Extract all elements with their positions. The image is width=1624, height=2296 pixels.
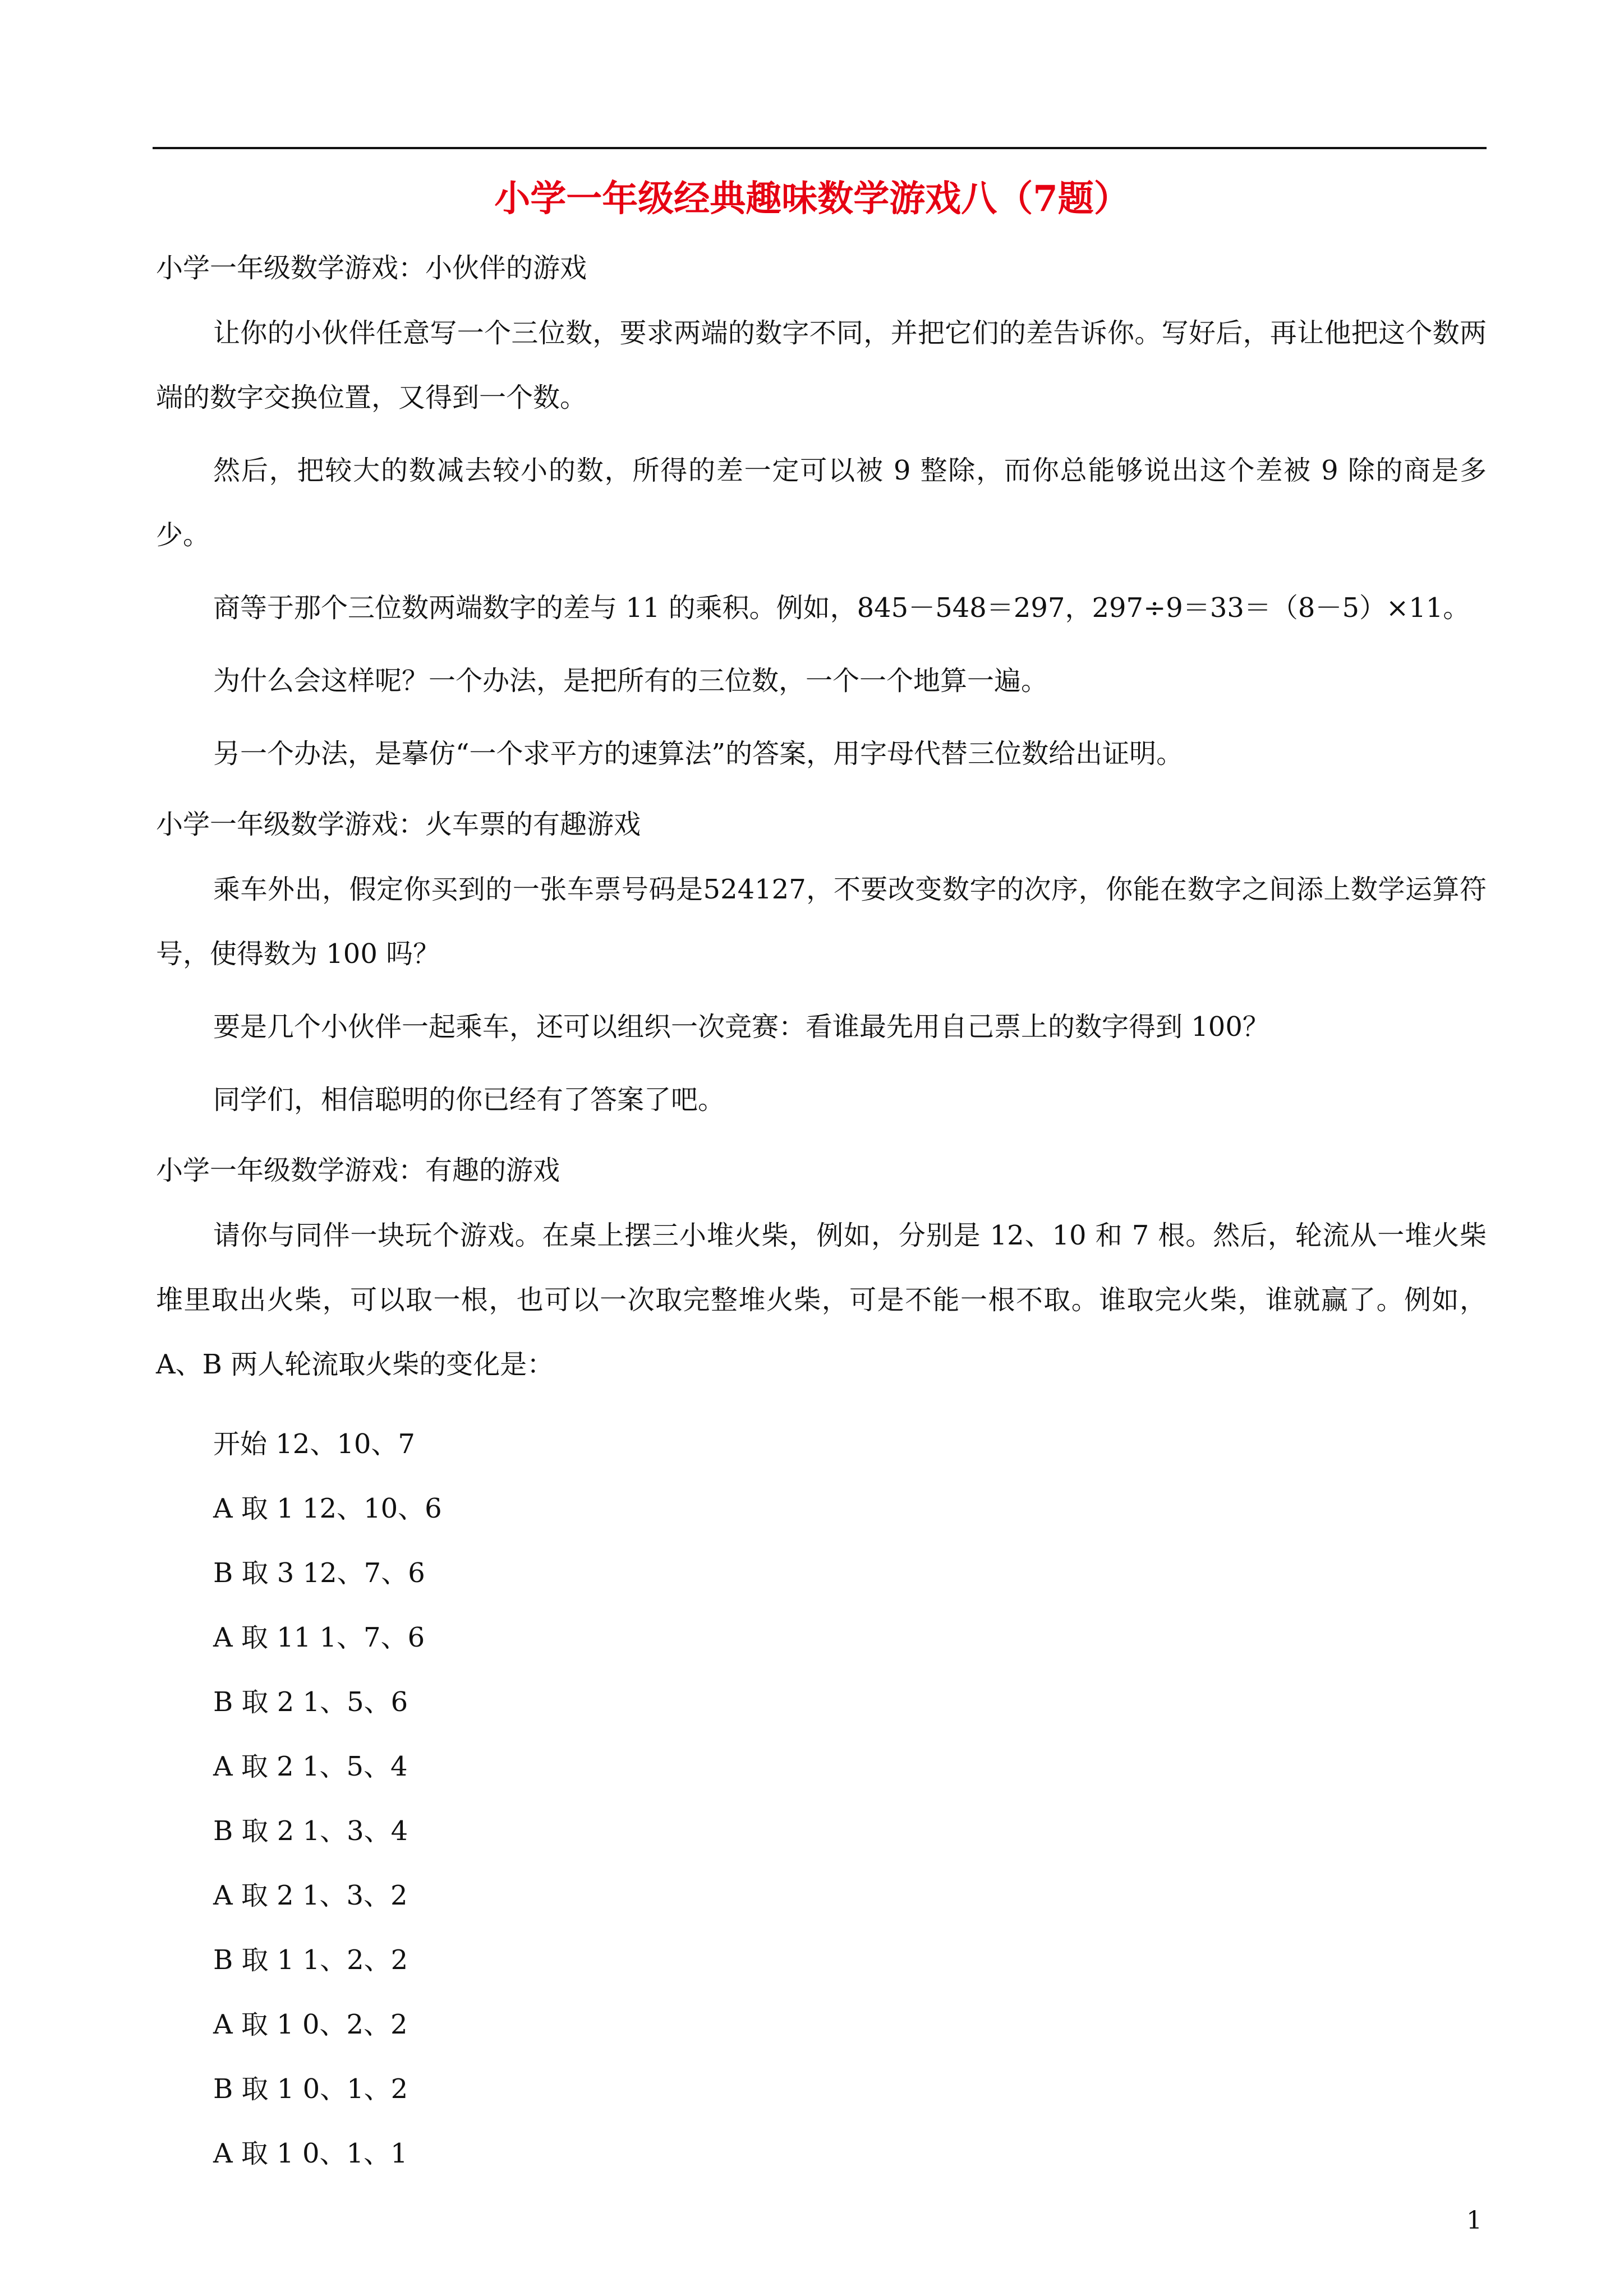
paragraph: 同学们，相信聪明的你已经有了答案了吧。 xyxy=(213,1084,725,1115)
move-line: A 取 1 12、10、6 xyxy=(213,1493,442,1524)
section-heading: 小学一年级数学游戏：火车票的有趣游戏 xyxy=(156,809,641,840)
paragraph: 让你的小伙伴任意写一个三位数，要求两端的数字不同，并把它们的差告诉你。写好后，再让他把这个数两端的数字交换位置，又得到一个数。 xyxy=(156,317,1487,413)
move-line: A 取 11 1、7、6 xyxy=(213,1622,425,1653)
move-line: B 取 2 1、3、4 xyxy=(213,1815,408,1847)
paragraph: 另一个办法，是摹仿“一个求平方的速算法”的答案，用字母代替三位数给出证明。 xyxy=(213,738,1184,769)
paragraph: 商等于那个三位数两端数字的差与 11 的乘积。例如，845－548＝297，297÷9＝33＝（8－5）×11。 xyxy=(213,592,1470,624)
move-line: B 取 1 1、2、2 xyxy=(213,1944,408,1976)
move-line: B 取 1 0、1、2 xyxy=(213,2073,408,2105)
move-line: 开始 12、10、7 xyxy=(213,1428,415,1460)
move-line: A 取 2 1、3、2 xyxy=(213,1880,408,1911)
page-title: 小学一年级经典趣味数学游戏八（7题） xyxy=(494,178,1130,220)
section-train-ticket-game xyxy=(156,804,1487,1132)
section-matchstick-game xyxy=(156,1150,1487,2186)
paragraph: 为什么会这样呢？一个办法，是把所有的三位数，一个一个地算一遍。 xyxy=(213,665,1048,697)
move-line: B 取 3 12、7、6 xyxy=(213,1557,425,1589)
move-line: A 取 1 0、2、2 xyxy=(213,2009,408,2040)
section-heading: 小学一年级数学游戏：小伙伴的游戏 xyxy=(156,252,587,284)
paragraph: 请你与同伴一块玩个游戏。在桌上摆三小堆火柴，例如，分别是 12、10 和 7 根。然后，轮流从一堆火柴堆里取出火柴，可以取一根，也可以一次取完整堆火柴，可是不能一根不取。谁取完火柴，谁就赢了。例如，A、B 两人轮流取火柴的变化是： xyxy=(156,1220,1487,1380)
section-heading: 小学一年级数学游戏：有趣的游戏 xyxy=(156,1155,560,1186)
move-line: B 取 2 1、5、6 xyxy=(213,1686,408,1718)
page-number: 1 xyxy=(1466,2206,1482,2235)
paragraph: 乘车外出，假定你买到的一张车票号码是524127，不要改变数字的次序，你能在数字之间添上数学运算符号，使得数为 100 吗？ xyxy=(156,874,1487,970)
header-rule xyxy=(153,147,1487,149)
paragraph: 要是几个小伙伴一起乘车，还可以组织一次竞赛：看谁最先用自己票上的数字得到 100？ xyxy=(213,1011,1269,1043)
section-partner-game xyxy=(156,248,1487,786)
document-body xyxy=(156,248,1487,2186)
move-line: A 取 1 0、1、1 xyxy=(213,2138,408,2169)
move-list xyxy=(156,1412,1487,2186)
paragraph: 然后，把较大的数减去较小的数，所得的差一定可以被 9 整除，而你总能够说出这个差被 9 除的商是多少。 xyxy=(156,455,1487,551)
move-line: A 取 2 1、5、4 xyxy=(213,1751,408,1782)
